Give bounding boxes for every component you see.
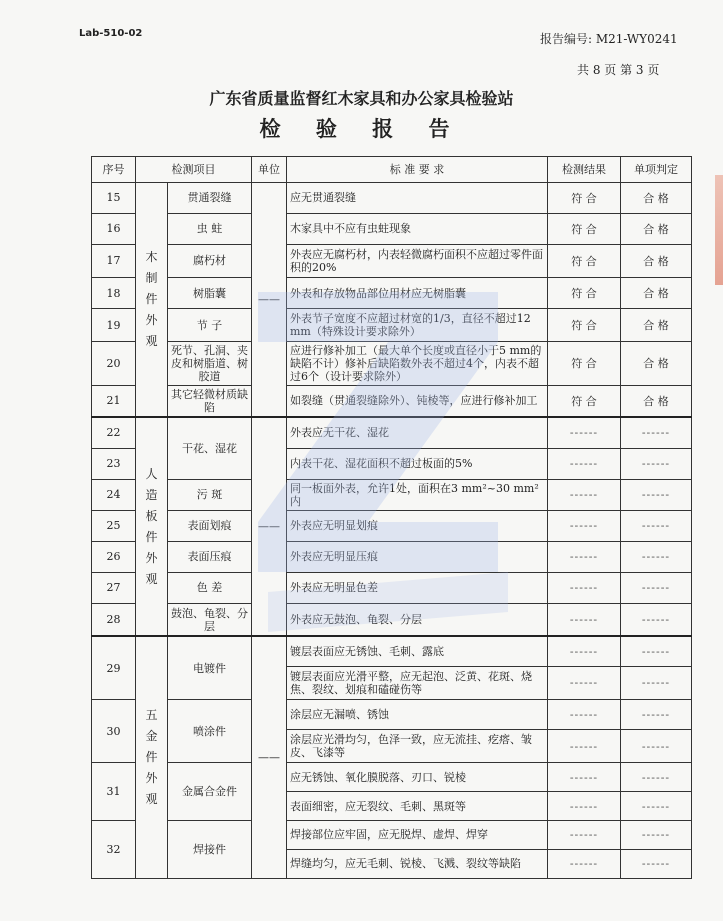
row-requirement: 内表干花、湿花面积不超过板面的5% bbox=[287, 448, 548, 479]
row-seq: 29 bbox=[92, 636, 136, 699]
row-requirement: 外表应无腐朽材，内表轻微腐朽面积不应超过零件面积的20% bbox=[287, 244, 548, 277]
row-result: ------ bbox=[548, 729, 621, 762]
row-judgement: ------ bbox=[621, 479, 692, 510]
table-row bbox=[92, 572, 692, 603]
row-judgement: ------ bbox=[621, 820, 692, 849]
row-requirement: 外表应无明显划痕 bbox=[287, 510, 548, 541]
row-requirement: 应无贯通裂缝 bbox=[287, 182, 548, 213]
row-judgement: ------ bbox=[621, 729, 692, 762]
page-count: 共 8 页 第 3 页 bbox=[577, 63, 660, 77]
row-judgement: ------ bbox=[621, 763, 692, 792]
row-seq: 19 bbox=[92, 309, 136, 342]
category-metal: 五 金 件 外 观 bbox=[136, 636, 168, 878]
row-requirement: 外表应无明显色差 bbox=[287, 572, 548, 603]
table-row bbox=[92, 510, 692, 541]
table-row bbox=[92, 700, 692, 730]
row-item: 金属合金件 bbox=[168, 763, 252, 821]
category-wood: 木 制 件 外 观 bbox=[136, 182, 168, 417]
row-item: 表面划痕 bbox=[168, 510, 252, 541]
row-item: 死节、孔洞、夹皮和树脂道、树胶道 bbox=[168, 342, 252, 385]
table-row bbox=[92, 385, 692, 417]
row-requirement: 木家具中不应有虫蛀现象 bbox=[287, 213, 548, 244]
inspection-table bbox=[91, 156, 692, 879]
row-seq: 23 bbox=[92, 448, 136, 479]
row-requirement: 外表应无明显压痕 bbox=[287, 541, 548, 572]
row-requirement: 表面细密，应无裂纹、毛刺、黑斑等 bbox=[287, 792, 548, 821]
row-requirement: 外表和存放物品部位用材应无树脂囊 bbox=[287, 278, 548, 309]
row-item: 树脂囊 bbox=[168, 278, 252, 309]
row-seq: 30 bbox=[92, 700, 136, 763]
row-requirement: 镀层表面应光滑平整，应无起泡、泛黄、花斑、烧焦、裂纹、划痕和磕碰伤等 bbox=[287, 666, 548, 699]
row-item: 电镀件 bbox=[168, 636, 252, 699]
row-seq: 15 bbox=[92, 182, 136, 213]
row-result: 符 合 bbox=[548, 278, 621, 309]
unit-cell: —— bbox=[252, 636, 287, 878]
row-result: ------ bbox=[548, 700, 621, 730]
row-result: ------ bbox=[548, 636, 621, 666]
table-row bbox=[92, 309, 692, 342]
row-seq: 17 bbox=[92, 244, 136, 277]
seal-edge bbox=[715, 175, 723, 285]
category-board: 人 造 板 件 外 观 bbox=[136, 417, 168, 636]
row-item: 其它轻微材质缺陷 bbox=[168, 385, 252, 417]
row-judgement: ------ bbox=[621, 700, 692, 730]
lab-code: Lab-510-02 bbox=[79, 28, 143, 39]
row-item: 焊接件 bbox=[168, 820, 252, 878]
table-row bbox=[92, 213, 692, 244]
row-requirement: 外表节子宽度不应超过材宽的1/3，直径不超过12 mm（特殊设计要求除外） bbox=[287, 309, 548, 342]
row-requirement: 应进行修补加工（最大单个长度或直径小于5 mm的缺陷不计）修补后缺陷数外表不超过4个，内表不超过6个（设计要求除外） bbox=[287, 342, 548, 385]
row-result: ------ bbox=[548, 849, 621, 878]
header-requirement: 标 准 要 求 bbox=[287, 157, 548, 183]
row-result: ------ bbox=[548, 479, 621, 510]
row-judgement: 合 格 bbox=[621, 278, 692, 309]
header-judgement: 单项判定 bbox=[621, 157, 692, 183]
unit-cell: —— bbox=[252, 417, 287, 636]
row-seq: 32 bbox=[92, 820, 136, 878]
header-seq: 序号 bbox=[92, 157, 136, 183]
row-item: 色 差 bbox=[168, 572, 252, 603]
row-judgement: ------ bbox=[621, 510, 692, 541]
row-result: 符 合 bbox=[548, 385, 621, 417]
row-item: 鼓泡、龟裂、分层 bbox=[168, 603, 252, 636]
table-row bbox=[92, 244, 692, 277]
table-row bbox=[92, 541, 692, 572]
row-seq: 16 bbox=[92, 213, 136, 244]
report-number: 报告编号: M21-WY0241 bbox=[540, 32, 678, 46]
row-item: 表面压痕 bbox=[168, 541, 252, 572]
row-result: ------ bbox=[548, 820, 621, 849]
row-requirement: 同一板面外表，允许1处，面积在3 mm²~30 mm²内 bbox=[287, 479, 548, 510]
row-judgement: 合 格 bbox=[621, 309, 692, 342]
row-judgement: ------ bbox=[621, 666, 692, 699]
table-row bbox=[92, 278, 692, 309]
row-result: 符 合 bbox=[548, 182, 621, 213]
row-judgement: ------ bbox=[621, 572, 692, 603]
table-row bbox=[92, 342, 692, 385]
row-result: ------ bbox=[548, 448, 621, 479]
row-judgement: ------ bbox=[621, 541, 692, 572]
table-row bbox=[92, 182, 692, 213]
row-requirement: 外表应无干花、湿花 bbox=[287, 417, 548, 448]
row-seq: 31 bbox=[92, 763, 136, 821]
row-seq: 26 bbox=[92, 541, 136, 572]
row-result: ------ bbox=[548, 603, 621, 636]
row-judgement: 合 格 bbox=[621, 213, 692, 244]
row-result: ------ bbox=[548, 763, 621, 792]
row-judgement: ------ bbox=[621, 849, 692, 878]
row-requirement: 焊缝均匀，应无毛刺、锐棱、飞溅、裂纹等缺陷 bbox=[287, 849, 548, 878]
row-requirement: 涂层应无漏喷、锈蚀 bbox=[287, 700, 548, 730]
row-judgement: ------ bbox=[621, 448, 692, 479]
row-judgement: 合 格 bbox=[621, 342, 692, 385]
table-row bbox=[92, 636, 692, 666]
row-result: 符 合 bbox=[548, 342, 621, 385]
row-result: ------ bbox=[548, 541, 621, 572]
row-judgement: 合 格 bbox=[621, 244, 692, 277]
row-seq: 22 bbox=[92, 417, 136, 448]
row-judgement: ------ bbox=[621, 603, 692, 636]
row-result: ------ bbox=[548, 666, 621, 699]
row-result: ------ bbox=[548, 510, 621, 541]
row-judgement: 合 格 bbox=[621, 385, 692, 417]
row-requirement: 如裂缝（贯通裂缝除外）、钝棱等，应进行修补加工 bbox=[287, 385, 548, 417]
row-seq: 28 bbox=[92, 603, 136, 636]
table-row bbox=[92, 417, 692, 448]
header-unit: 单位 bbox=[252, 157, 287, 183]
row-requirement: 镀层表面应无锈蚀、毛刺、露底 bbox=[287, 636, 548, 666]
row-item: 污 斑 bbox=[168, 479, 252, 510]
row-item: 喷涂件 bbox=[168, 700, 252, 763]
row-result: ------ bbox=[548, 792, 621, 821]
row-item: 贯通裂缝 bbox=[168, 182, 252, 213]
row-seq: 27 bbox=[92, 572, 136, 603]
row-judgement: ------ bbox=[621, 417, 692, 448]
row-item: 节 子 bbox=[168, 309, 252, 342]
header-row bbox=[92, 157, 692, 183]
row-judgement: ------ bbox=[621, 792, 692, 821]
table-row bbox=[92, 820, 692, 849]
row-seq: 20 bbox=[92, 342, 136, 385]
report-title: 检 验 报 告 bbox=[259, 117, 464, 141]
row-item: 干花、湿花 bbox=[168, 417, 252, 479]
row-requirement: 外表应无鼓泡、龟裂、分层 bbox=[287, 603, 548, 636]
table-row bbox=[92, 763, 692, 792]
header-result: 检测结果 bbox=[548, 157, 621, 183]
row-result: 符 合 bbox=[548, 244, 621, 277]
row-seq: 24 bbox=[92, 479, 136, 510]
row-judgement: 合 格 bbox=[621, 182, 692, 213]
row-judgement: ------ bbox=[621, 636, 692, 666]
row-seq: 18 bbox=[92, 278, 136, 309]
header-item: 检测项目 bbox=[136, 157, 252, 183]
station-name: 广东省质量监督红木家具和办公家具检验站 bbox=[209, 89, 514, 108]
row-item: 腐朽材 bbox=[168, 244, 252, 277]
row-requirement: 应无锈蚀、氧化膜脱落、刃口、锐棱 bbox=[287, 763, 548, 792]
table-row bbox=[92, 603, 692, 636]
row-seq: 25 bbox=[92, 510, 136, 541]
row-result: ------ bbox=[548, 417, 621, 448]
row-requirement: 焊接部位应牢固，应无脱焊、虚焊、焊穿 bbox=[287, 820, 548, 849]
table-row bbox=[92, 479, 692, 510]
unit-cell: —— bbox=[252, 182, 287, 417]
row-requirement: 涂层应光滑均匀，色泽一致，应无流挂、疙瘩、皱皮、飞漆等 bbox=[287, 729, 548, 762]
row-seq: 21 bbox=[92, 385, 136, 417]
row-item: 虫 蛀 bbox=[168, 213, 252, 244]
row-result: ------ bbox=[548, 572, 621, 603]
row-result: 符 合 bbox=[548, 213, 621, 244]
row-result: 符 合 bbox=[548, 309, 621, 342]
